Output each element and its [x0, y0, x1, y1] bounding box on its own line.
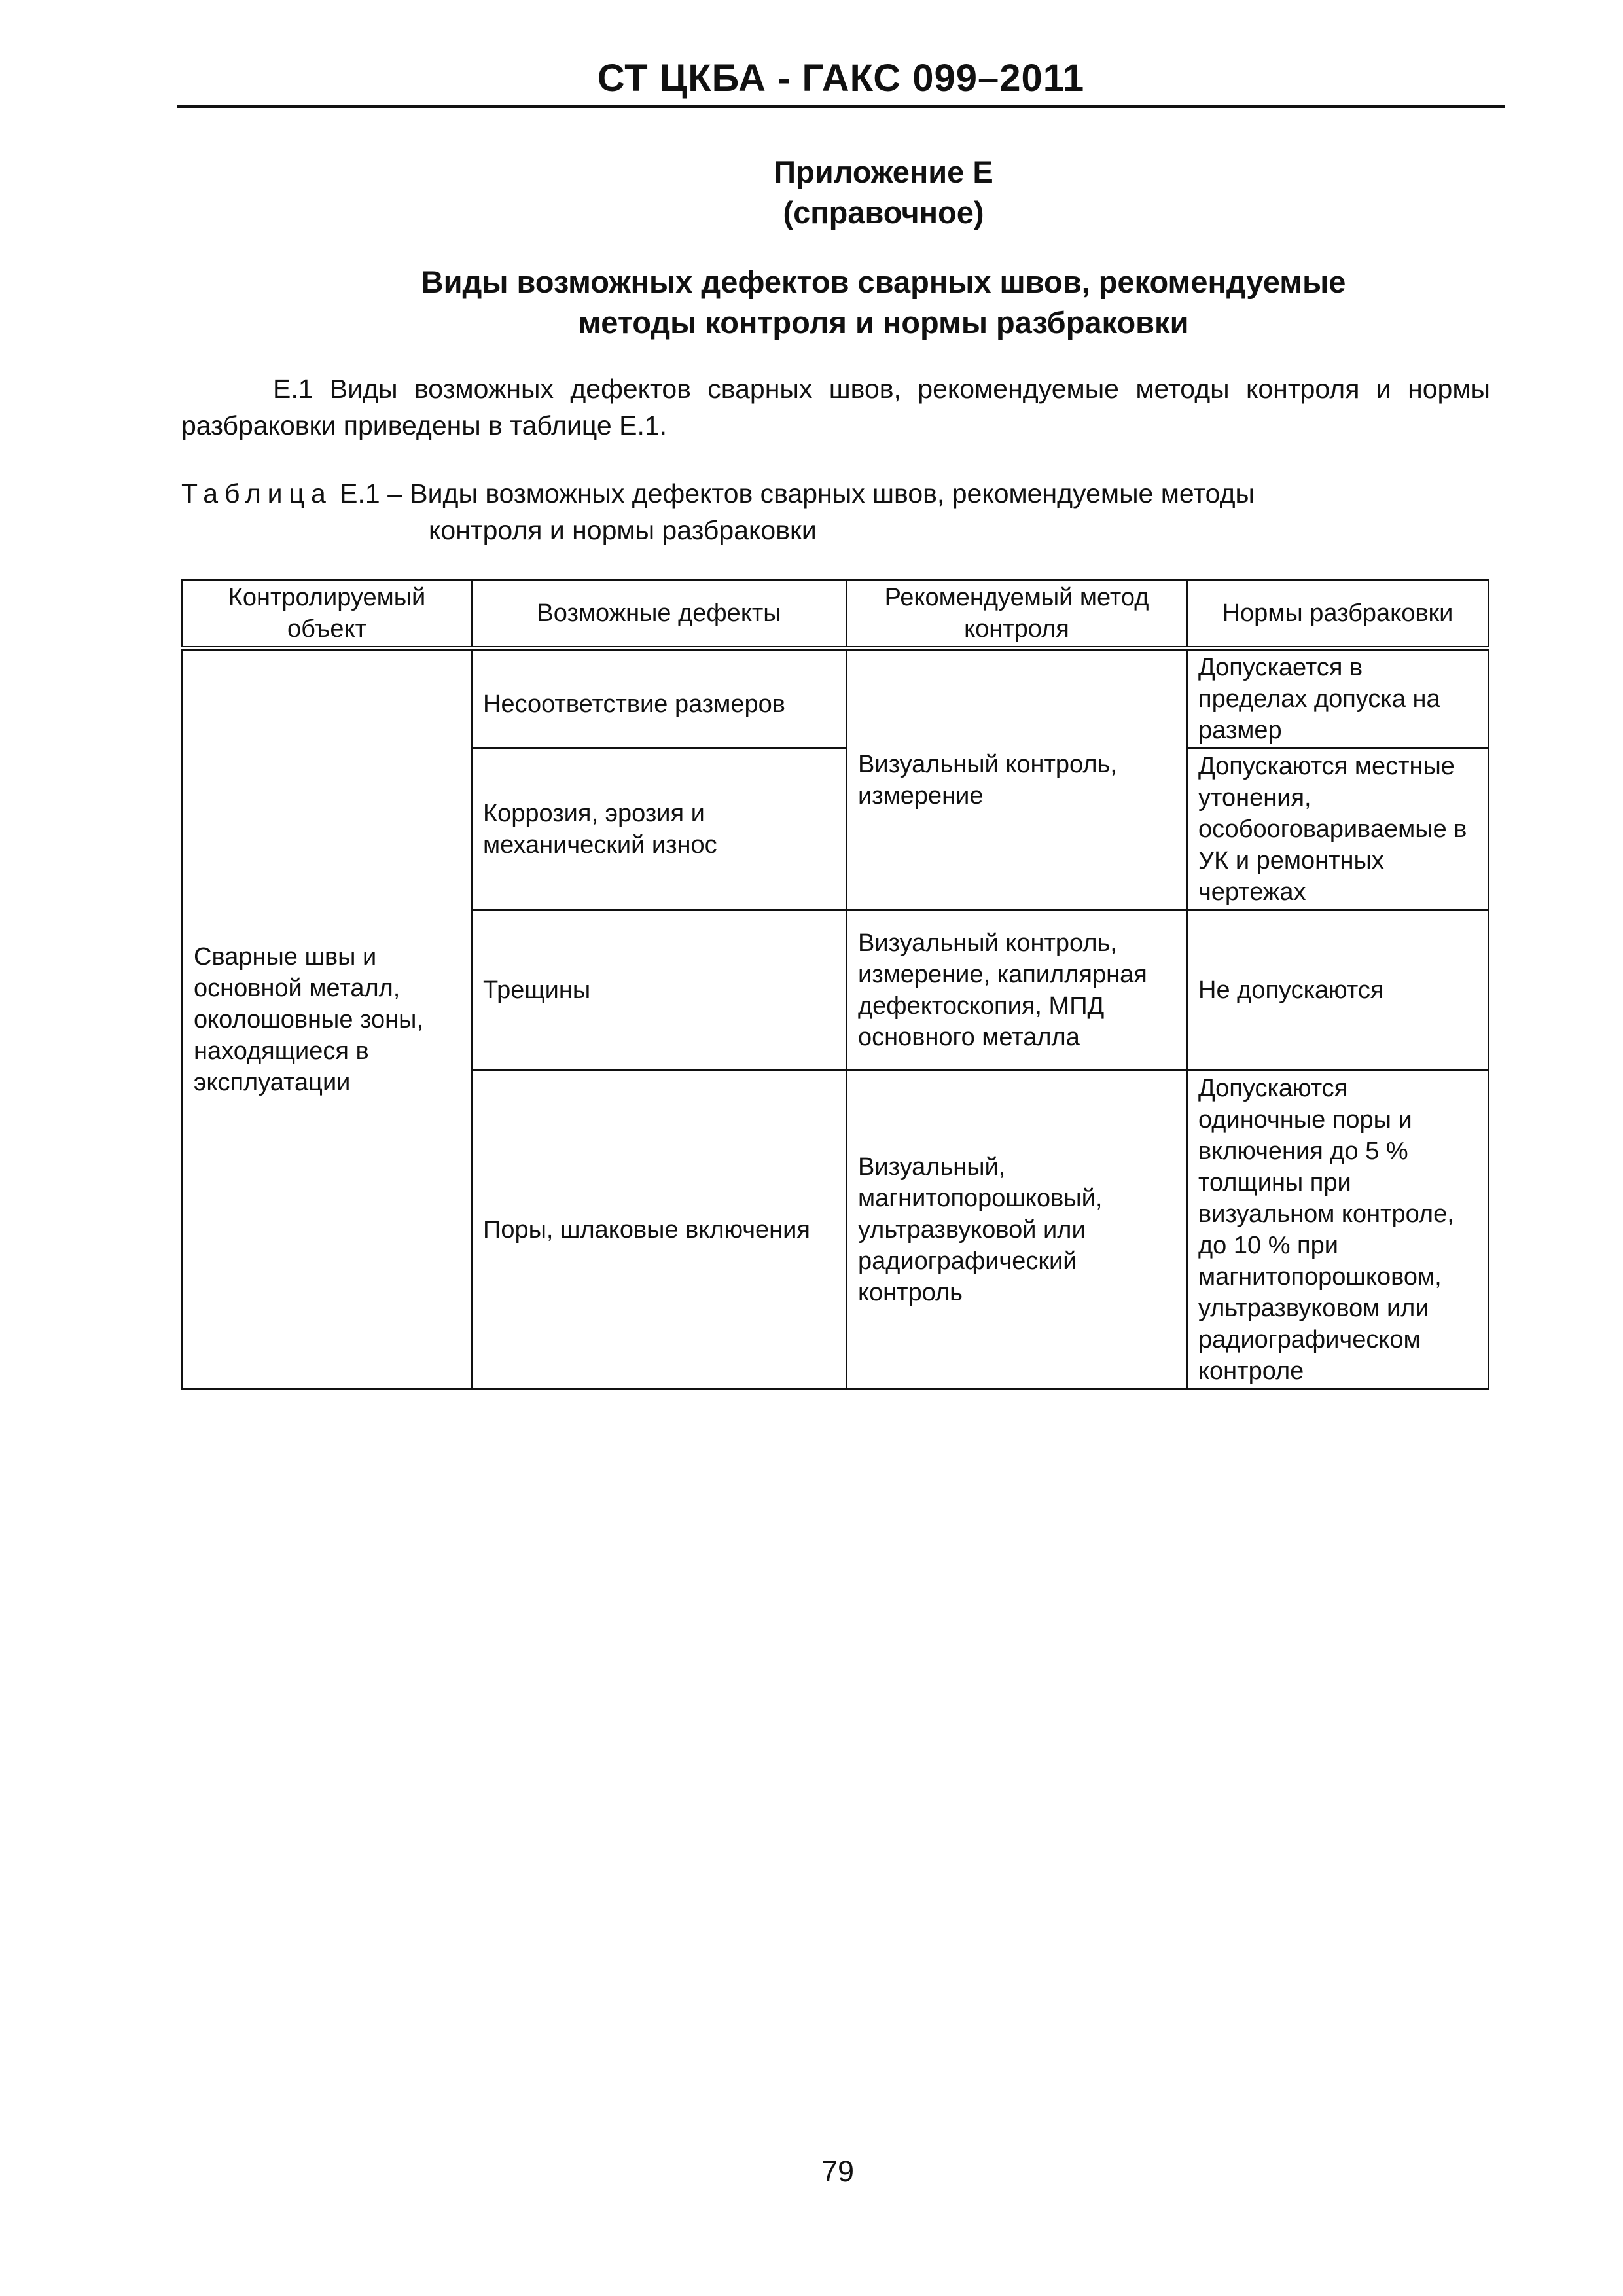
caption-number: Е.1 – Виды возможных дефектов сварных швов, рекомендуемые методы	[332, 478, 1255, 509]
caption-line2: контроля и нормы разбраковки	[429, 515, 817, 545]
intro-paragraph: Е.1 Виды возможных дефектов сварных швов, рекомендуемые методы контроля и нормы разбраковки приведены в таблице Е.1.	[181, 374, 1490, 440]
table-row	[183, 649, 1489, 749]
method-cell: Визуальный контроль, измерение	[847, 649, 1187, 910]
table-caption	[181, 475, 1255, 548]
method-cell: Визуальный контроль, измерение, капиллярная дефектоскопия, МПД основного металла	[847, 910, 1187, 1071]
norm-cell: Не допускаются	[1187, 910, 1489, 1071]
method-cell: Визуальный, магнитопорошковый, ультразвуковой или радиографический контроль	[847, 1071, 1187, 1390]
header-method: Рекомендуемый метод контроля	[847, 580, 1187, 649]
defects-table	[181, 579, 1489, 1390]
appendix-title: Приложение Е	[774, 154, 993, 189]
appendix-subtitle: (справочное)	[783, 195, 984, 230]
norm-cell: Допускаются местные утонения, особооговариваемые в УК и ремонтных чертежах	[1187, 749, 1489, 910]
section-heading	[177, 262, 1590, 343]
defect-cell: Поры, шлаковые включения	[472, 1071, 847, 1390]
object-cell: Сварные швы и основной металл, околошовные зоны, находящиеся в эксплуатации	[183, 649, 472, 1390]
norm-cell: Допускается в пределах допуска на размер	[1187, 649, 1489, 749]
header-norms: Нормы разбраковки	[1187, 580, 1489, 649]
header-defects: Возможные дефекты	[472, 580, 847, 649]
defect-cell: Коррозия, эрозия и механический износ	[472, 749, 847, 910]
header-divider	[177, 105, 1505, 108]
section-title-line2: методы контроля и нормы разбраковки	[578, 305, 1189, 340]
table-header-row	[183, 580, 1489, 649]
caption-label: Таблица	[181, 478, 332, 509]
defect-cell: Несоответствие размеров	[472, 649, 847, 749]
header-object: Контролируемый объект	[183, 580, 472, 649]
appendix-heading	[177, 152, 1590, 233]
section-title-line1: Виды возможных дефектов сварных швов, рекомендуемые	[421, 264, 1346, 299]
page-number: 79	[821, 2155, 855, 2188]
defect-cell: Трещины	[472, 910, 847, 1071]
norm-cell: Допускаются одиночные поры и включения до 5 % толщины при визуальном контроле, до 10 % при магнитопорошковом, ультразвуковом или радиографическом контроле	[1187, 1071, 1489, 1390]
standard-code-header: СТ ЦКБА - ГАКС 099–2011	[597, 57, 1085, 99]
